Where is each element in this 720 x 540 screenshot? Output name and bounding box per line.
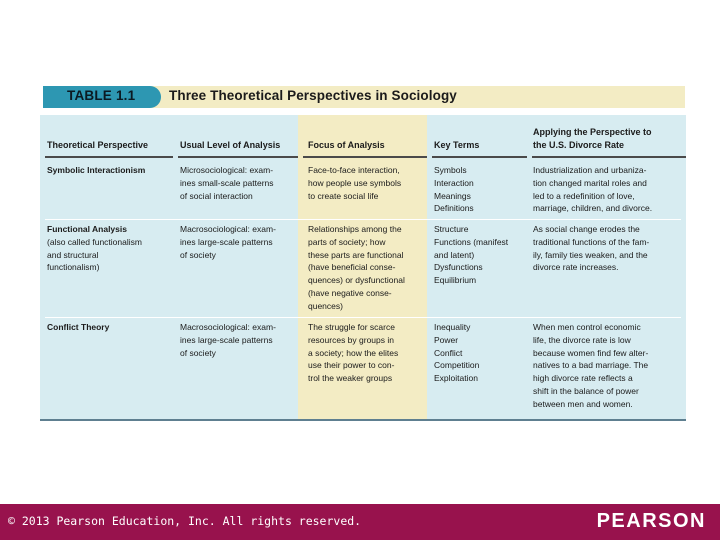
column-level-bg (173, 115, 298, 419)
cell-line: because women find few alter- (533, 347, 649, 358)
cell-line: Symbols (434, 165, 467, 175)
cell-line: The struggle for scarce (308, 322, 395, 332)
cell-line: marriage, children, and divorce. (533, 203, 653, 214)
cell-line: Structure (434, 224, 469, 234)
row2-perspective (47, 223, 142, 274)
cell-line: Conflict Theory (47, 322, 110, 332)
cell-line: these parts are functional (308, 249, 404, 260)
cell-line: When men control economic (533, 322, 641, 332)
cell-line: Equilibrium (434, 275, 477, 286)
row1-perspective (47, 164, 145, 177)
cell-line: tion changed marital roles and (533, 177, 647, 188)
cell-line: traditional functions of the fam- (533, 236, 650, 247)
header-applying-line: Applying the Perspective to (533, 127, 652, 137)
row1-terms (434, 164, 474, 215)
cell-line: Microsociological: exam- (180, 165, 274, 175)
row3-focus (308, 321, 398, 385)
cell-line: led to a redefinition of love, (533, 190, 635, 201)
row3-terms (434, 321, 479, 385)
cell-line: As social change erodes the (533, 224, 640, 234)
cell-line: Competition (434, 360, 480, 371)
header-applying (533, 126, 652, 152)
header-rule (45, 156, 173, 158)
row3-perspective (47, 321, 109, 334)
header-level: Usual Level of Analysis (180, 140, 281, 150)
table-number: TABLE 1.1 (67, 88, 136, 103)
row2-terms (434, 223, 508, 287)
cell-line: Definitions (434, 203, 474, 214)
cell-line: Power (434, 334, 459, 345)
row-divider (45, 219, 681, 220)
copyright-text: © 2013 Pearson Education, Inc. All rights reserved. (8, 514, 362, 528)
cell-line: to create social life (308, 190, 379, 201)
cell-line: (have beneficial conse- (308, 262, 396, 273)
row3-applying (533, 321, 648, 411)
cell-line: ines large-scale patterns (180, 236, 273, 247)
header-focus: Focus of Analysis (308, 140, 385, 150)
cell-line: (also called functionalism (47, 236, 142, 247)
cell-line: parts of society; how (308, 236, 386, 247)
cell-line: between men and women. (533, 398, 633, 409)
cell-line: Relationships among the (308, 224, 402, 234)
cell-line: Meanings (434, 190, 471, 201)
header-rule (432, 156, 527, 158)
cell-line: and structural (47, 249, 99, 260)
cell-line: high divorce rate reflects a (533, 373, 633, 384)
cell-line: Industrialization and urbaniza- (533, 165, 647, 175)
row2-applying (533, 223, 649, 274)
cell-line: Inequality (434, 322, 471, 332)
cell-line: of society (180, 347, 216, 358)
cell-line: Exploitation (434, 373, 478, 384)
cell-line: quences) or dysfunctional (308, 275, 405, 286)
cell-line: shift in the balance of power (533, 385, 639, 396)
header-perspective: Theoretical Perspective (47, 140, 149, 150)
cell-line: Macrosociological: exam- (180, 224, 276, 234)
pearson-logo: PEARSON (596, 510, 706, 532)
header-terms: Key Terms (434, 140, 480, 150)
header-applying-line: the U.S. Divorce Rate (533, 140, 625, 150)
row1-focus (308, 164, 401, 202)
cell-line: of social interaction (180, 190, 253, 201)
header-rule (303, 156, 427, 158)
cell-line: functionalism) (47, 262, 100, 273)
cell-line: (have negative conse- (308, 287, 392, 298)
cell-line: and latent) (434, 249, 475, 260)
cell-line: ines small-scale patterns (180, 177, 274, 188)
cell-line: Face-to-face interaction, (308, 165, 400, 175)
cell-line: Conflict (434, 347, 463, 358)
cell-line: Interaction (434, 177, 474, 188)
cell-line: Symbolic Interactionism (47, 165, 146, 175)
cell-line: trol the weaker groups (308, 373, 393, 384)
cell-line: resources by groups in (308, 334, 394, 345)
row1-applying (533, 164, 652, 215)
cell-line: ily, family ties weaken, and the (533, 249, 648, 260)
cell-line: Macrosociological: exam- (180, 322, 276, 332)
table-bottom-rule (40, 419, 686, 421)
row3-level (180, 321, 276, 359)
cell-line: of society (180, 249, 216, 260)
cell-line: ines large-scale patterns (180, 334, 273, 345)
cell-line: how people use symbols (308, 177, 402, 188)
row2-level (180, 223, 276, 261)
cell-line: use their power to con- (308, 360, 395, 371)
header-rule (532, 156, 686, 158)
row-divider (45, 317, 681, 318)
cell-line: divorce rate increases. (533, 262, 619, 273)
row1-level (180, 164, 274, 202)
cell-line: Functions (manifest (434, 236, 509, 247)
cell-line: quences) (308, 300, 343, 311)
cell-line: life, the divorce rate is low (533, 334, 631, 345)
row2-focus (308, 223, 405, 313)
perspectives-table (40, 115, 686, 422)
table-title: Three Theoretical Perspectives in Sociology (169, 88, 457, 103)
cell-line: a society; how the elites (308, 347, 399, 358)
cell-line: natives to a bad marriage. The (533, 360, 649, 371)
cell-line: Functional Analysis (47, 224, 127, 234)
header-rule (178, 156, 298, 158)
cell-line: Dysfunctions (434, 262, 483, 273)
